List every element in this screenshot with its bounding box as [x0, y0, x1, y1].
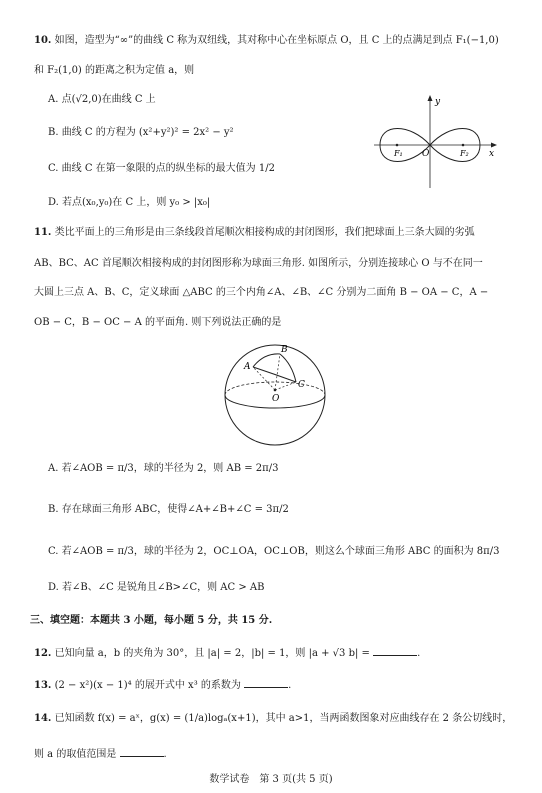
- point-c-label: C: [298, 380, 305, 390]
- q14-text-1: 已知函数 f(x) = aˣ，g(x) = (1/a)logₐ(x+1)，其中 a>1，当两函数图象对应曲线存在 2 条公切线时，: [54, 713, 513, 724]
- q11-line2: AB、BC、AC 首尾顺次相接构成的封闭图形称为球面三角形. 如图所示，分别连接球心 O 与不在同一: [34, 258, 483, 269]
- y-axis-label: y: [435, 97, 441, 107]
- lemniscate-figure: [372, 92, 502, 190]
- q14-text-2: 则 a 的取值范围是: [34, 749, 117, 760]
- q11-line4: OB − C，B − OC − A 的平面角. 则下列说法正确的是: [34, 317, 282, 328]
- point-b-label: B: [281, 345, 288, 355]
- q14-line2: 则 a 的取值范围是 .: [34, 746, 542, 762]
- q10-option-b: B. 曲线 C 的方程为 (x²+y²)² = 2x² − y²: [48, 127, 234, 138]
- q11-option-c: C. 若∠AOB = π/3，球的半径为 2，OC⊥OA，OC⊥OB，则这么个球面三角形 ABC 的面积为 8π/3: [48, 546, 500, 557]
- q13-text: (2 − x²)(x − 1)⁴ 的展开式中 x³ 的系数为: [54, 680, 241, 691]
- q12-number: 12.: [34, 648, 52, 659]
- center-o-label: O: [272, 394, 280, 404]
- q14-number: 14.: [34, 713, 52, 724]
- q11-line1: [34, 226, 542, 240]
- point-a-label: A: [244, 362, 251, 372]
- sphere-figure: [222, 338, 332, 458]
- q12-text: 已知向量 a，b 的夹角为 30°，且 |a| = 2，|b| = 1，则 |a + √3 b| =: [54, 648, 374, 659]
- q12-answer-blank: [373, 645, 417, 656]
- q11-text-1: 类比平面上的三角形是由三条线段首尾顺次相接构成的封闭图形，我们把球面上三条大圆的劣弧: [54, 227, 475, 238]
- page-footer: 数学试卷 第 3 页(共 5 页): [209, 774, 333, 785]
- f2-label: F₂: [460, 149, 469, 158]
- q10-option-d: D. 若点(x₀,y₀)在 C 上，则 y₀ > |x₀|: [48, 197, 211, 208]
- f1-label: F₁: [394, 149, 403, 158]
- x-axis-label: x: [489, 149, 495, 159]
- q10-line2: 和 F₂(1,0) 的距离之积为定值 a，则: [34, 65, 195, 76]
- q13-line: 13. (2 − x²)(x − 1)⁴ 的展开式中 x³ 的系数为 .: [34, 677, 542, 693]
- q11-number: 11.: [34, 227, 52, 238]
- q10-line1: [34, 34, 542, 48]
- q10-number: 10.: [34, 35, 52, 46]
- q11-option-a: A. 若∠AOB = π/3，球的半径为 2，则 AB = 2π/3: [48, 463, 279, 474]
- q10-text-1: 如图，造型为“∞”的曲线 C 称为双纽线，其对称中心在坐标原点 O，且 C 上的点满足到点 F₁(−1,0): [54, 35, 499, 46]
- q14-line1: [34, 712, 542, 726]
- section-3-heading: 三、填空题：本题共 3 小题，每小题 5 分，共 15 分.: [30, 615, 273, 626]
- q11-option-b: B. 存在球面三角形 ABC，使得∠A+∠B+∠C = 3π/2: [48, 504, 289, 515]
- q11-option-d: D. 若∠B、∠C 是锐角且∠B>∠C，则 AC > AB: [48, 582, 265, 593]
- q11-line3: 大圆上三点 A、B、C，定义球面 △ABC 的三个内角∠A、∠B、∠C 分别为二面角 B − OA − C，A −: [34, 287, 489, 298]
- q12-line: 12. 已知向量 a，b 的夹角为 30°，且 |a| = 2，|b| = 1，则 |a + √3 b| = .: [34, 645, 542, 661]
- q13-answer-blank: [244, 677, 288, 688]
- q13-number: 13.: [34, 680, 52, 691]
- q10-option-c: C. 曲线 C 在第一象限的点的纵坐标的最大值为 1/2: [48, 163, 275, 174]
- origin-label: O: [422, 149, 430, 159]
- q10-option-a: A. 点(√2,0)在曲线 C 上: [48, 94, 156, 105]
- q14-answer-blank: [120, 746, 164, 757]
